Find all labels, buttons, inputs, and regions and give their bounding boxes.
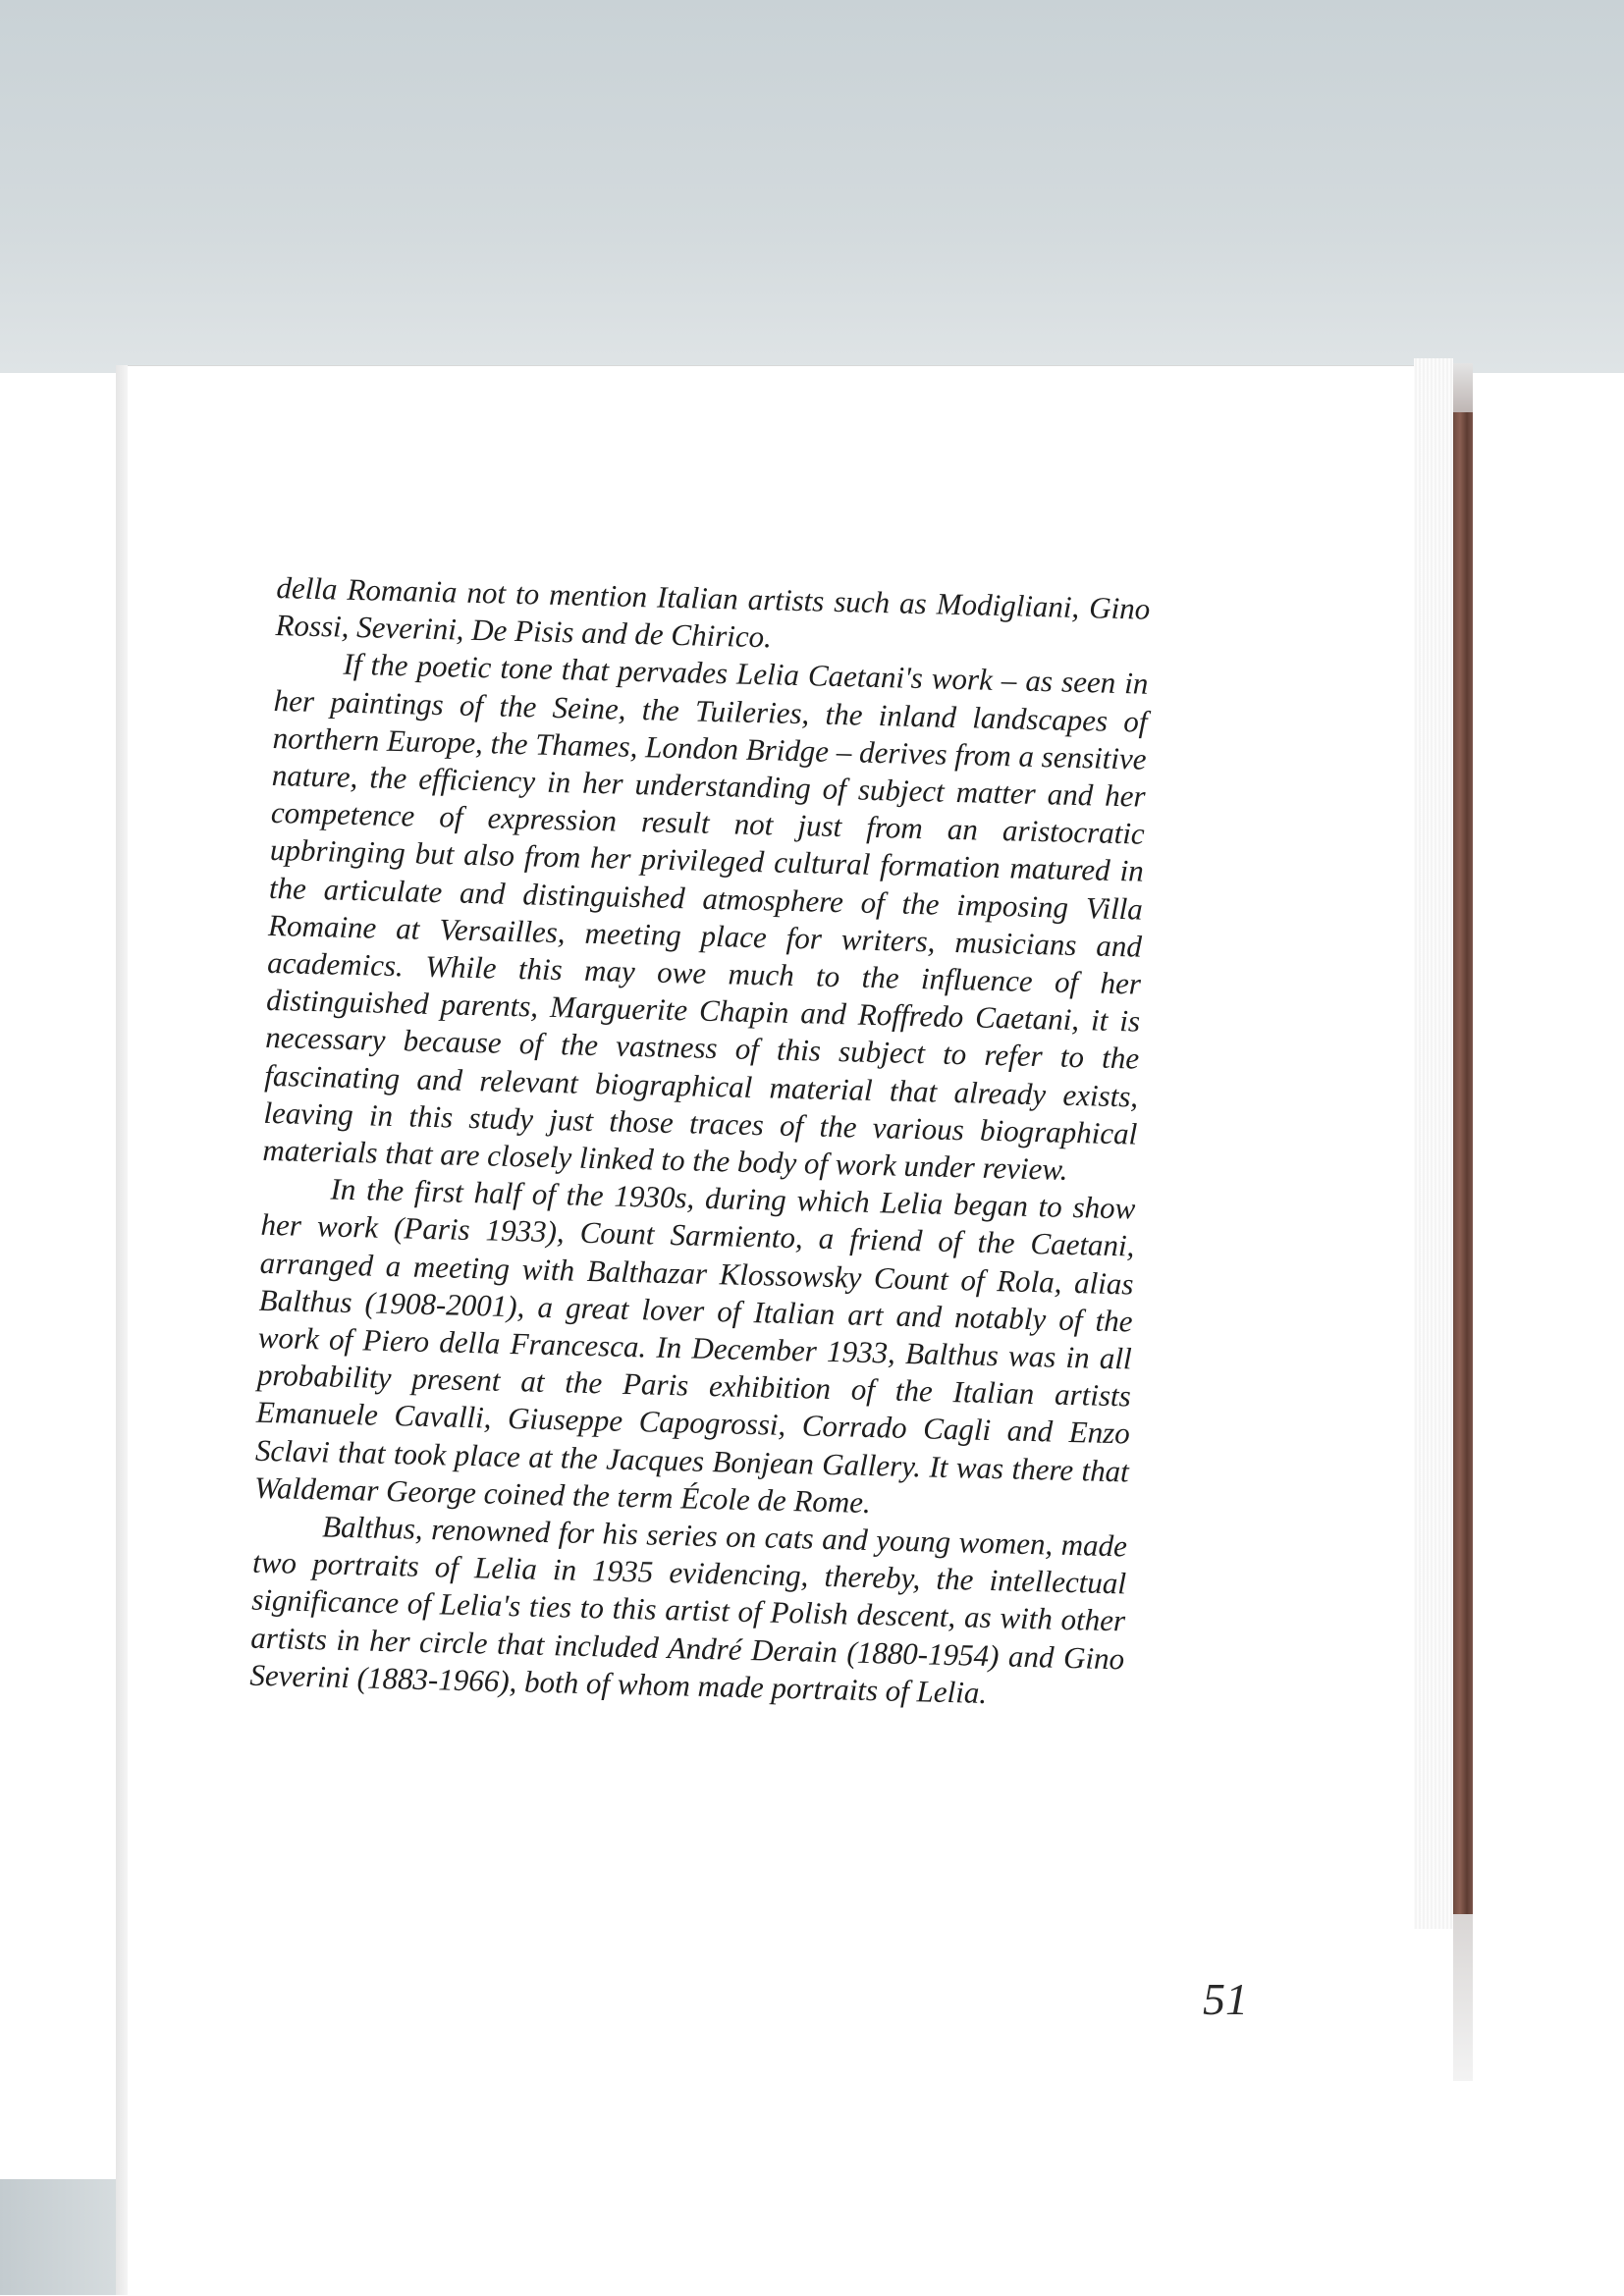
paragraph-2: If the poetic tone that pervades Lelia Caetani's work – as seen in her paintings of the Seine, the Tuileries, the inland landscapes of northern Europe, the Thames, London Bridge – derives from a sensitive nature, the efficiency in her understanding of subject matter and her competence of expression result not just from an aristocratic upbringing but also from her privileged cultural formation matured in the articulate and distinguished atmosphere of the imposing Villa Romaine at Versailles, meeting place for writers, musicians and academics. While this may owe much to the influence of her distinguished parents, Marguerite Chapin and Roffredo Caetani, it is necessary because of the vastness of this subject to refer to the fascinating and relevant biographical material that already exists, leaving in this study just those traces of the various biographical materials that are closely linked to the body of work under review. xyxy=(262,647,1149,1187)
paragraph-1: della Romania not to mention Italian artists such as Modigliani, Gino Rossi, Severini, De Pisis and de Chirico. xyxy=(275,569,1151,655)
page-stack-edges xyxy=(1414,358,1453,1929)
paragraph-4: Balthus, renowned for his series on cats and young women, made two portraits of Lelia in 1935 evidencing, thereby, the intellectual significance of Lelia's ties to this artist of Polish descent, as with other artists in her circle that included André Derain (1880-1954) and Gino Severini (1883-1966), both of whom made portraits of Lelia. xyxy=(249,1509,1128,1710)
book-edge-bottom xyxy=(1453,1914,1473,2081)
paragraph-3: In the first half of the 1930s, during which Lelia began to show her work (Paris 1933), Count Sarmiento, a friend of the Caetani, arranged a meeting with Balthazar Klossowsky Count of Rola, alias Balthus (1908-2001), a great lover of Italian art and notably of the work of Piero della Francesca. In December 1933, Balthus was in all probability present at the Paris exhibition of the Italian artists Emanuele Cavalli, Giuseppe Capogrossi, Corrado Cagli and Enzo Sclavi that took place at the Jacques Bonjean Gallery. It was there that Waldemar George coined the term École de Rome. xyxy=(253,1171,1136,1520)
book-spine-edge xyxy=(1453,412,1473,1914)
book-edge-top xyxy=(1453,363,1473,414)
page-number: 51 xyxy=(1203,1974,1248,2024)
body-text xyxy=(249,569,1151,1715)
scanner-background xyxy=(0,0,1624,373)
